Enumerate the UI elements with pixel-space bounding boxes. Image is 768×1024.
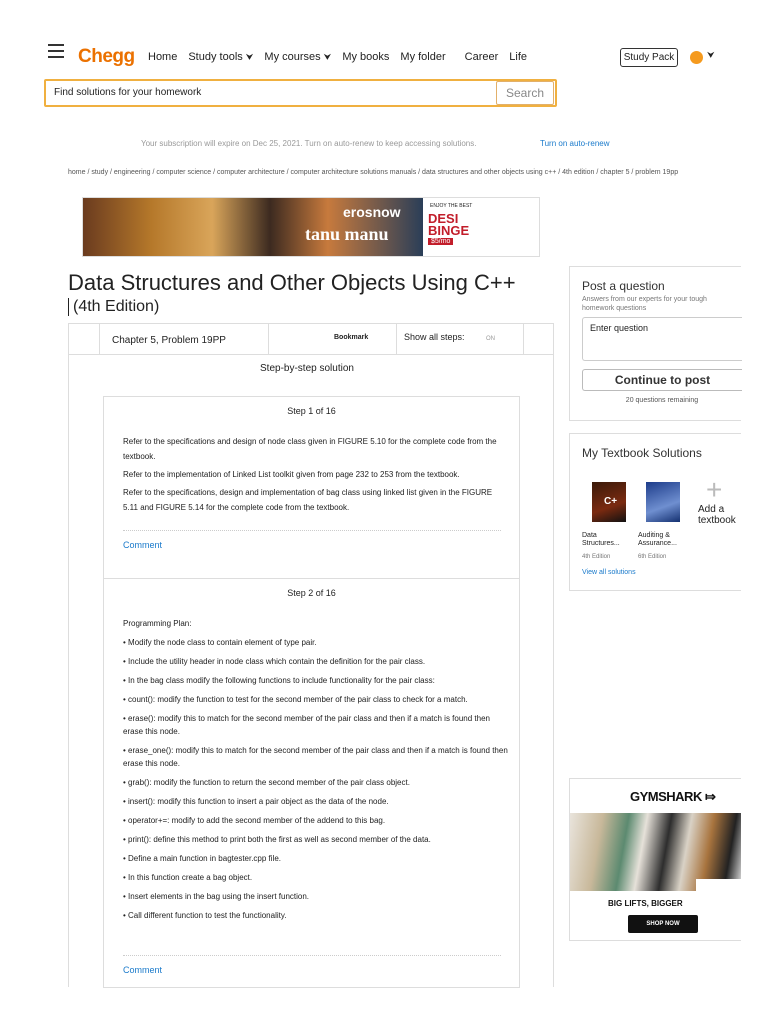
tab-divider — [523, 324, 524, 354]
step-list-item: • erase(): modify this to match for the second member of the pair class and then if a match is found then erase this node. — [123, 714, 490, 736]
page-title: Data Structures and Other Objects Using C++ — [68, 270, 516, 295]
book-title[interactable]: Data Structures... — [582, 532, 620, 547]
cpp-book-glyph: C+ — [604, 496, 618, 507]
nav-life[interactable]: Life — [509, 51, 528, 63]
comment-link[interactable]: Comment — [123, 540, 163, 550]
step-list-item: • Insert elements in the bag using the insert function. — [123, 892, 310, 901]
chegg-logo[interactable]: Chegg — [78, 46, 135, 67]
show-all-steps-toggle[interactable]: ON — [486, 336, 495, 342]
step-list-item: • insert(): modify this function to insert a pair object as the data of the node. — [123, 797, 389, 806]
nav-my-folder[interactable]: My folder — [400, 51, 446, 63]
search-input[interactable]: Find solutions for your homework — [54, 87, 202, 98]
auto-renew-link[interactable]: Turn on auto-renew — [540, 139, 610, 148]
ad-offer — [423, 198, 540, 257]
ad-brand: erosnow — [343, 204, 401, 220]
menu-icon[interactable] — [48, 44, 64, 58]
step-2-label: Step 2 of 16 — [287, 588, 336, 598]
step-list-item: • Define a main function in bagtester.cpp file. — [123, 854, 282, 863]
step-paragraph: Programming Plan: — [123, 619, 192, 628]
book-edition: 6th Edition — [638, 554, 667, 560]
step-paragraph: Refer to the specifications and design of node class given in FIGURE 5.10 for the complete code from the textbook. — [123, 437, 497, 461]
nav-home[interactable]: Home — [148, 51, 178, 63]
chevron-down-icon: ⮟ — [323, 52, 332, 62]
divider — [123, 955, 501, 956]
step-list-item: • operator+=: modify to add the second member of the addend to this bag. — [123, 816, 386, 825]
avatar[interactable] — [690, 51, 703, 64]
book-edition: 4th Edition — [582, 554, 611, 560]
tab-divider — [99, 324, 100, 354]
ad-desi-binge — [428, 213, 469, 237]
book-cover-data-structures[interactable] — [592, 482, 626, 522]
nav-career[interactable]: Career — [464, 51, 499, 63]
chapter-problem-label[interactable]: Chapter 5, Problem 19PP — [112, 335, 226, 346]
step-list-item: • Call different function to test the functionality. — [123, 911, 287, 920]
bookmark-button[interactable]: Bookmark — [334, 334, 369, 341]
nav-my-courses-label: My courses — [264, 51, 321, 63]
post-question-title: Post a question — [582, 279, 665, 293]
shark-icon: ⤇ — [704, 789, 716, 804]
step-1 — [103, 396, 520, 579]
view-all-solutions-link[interactable]: View all solutions — [582, 569, 636, 576]
comment-link[interactable]: Comment — [123, 965, 163, 975]
step-list-item: • In this function create a bag object. — [123, 873, 253, 882]
breadcrumb[interactable]: home / study / engineering / computer science / computer architecture / computer architecture solutions manuals / data structures and other objects using c++ / 4th edition / chapter 5 / problem 19pp — [68, 169, 679, 176]
nav-my-books[interactable]: My books — [342, 51, 390, 63]
plus-icon[interactable]: + — [706, 474, 723, 505]
nav-study-tools-label: Study tools — [188, 51, 243, 63]
step-list-item: • Include the utility header in node class which contain the definition for the pair class. — [123, 657, 426, 666]
ad-enjoy: ENJOY THE BEST — [430, 203, 473, 209]
step-paragraph: Refer to the implementation of Linked List toolkit given from page 232 to 253 from the textbook. — [123, 470, 460, 479]
step-1-label: Step 1 of 16 — [287, 406, 336, 416]
ad-desi: DESI — [428, 211, 459, 226]
step-paragraph: Refer to the specifications, design and implementation of bag class using linked list given in the FIGURE 5.11 and FIGURE 5.14 for the complete code from the textbook. — [123, 488, 493, 512]
ad-banner[interactable] — [82, 197, 540, 257]
study-pack-button[interactable]: Study Pack — [620, 48, 678, 67]
search-button[interactable]: Search — [496, 81, 554, 105]
ad-white-block — [696, 879, 741, 929]
divider — [123, 530, 501, 531]
step-list-item: • Modify the node class to contain element of type pair. — [123, 638, 317, 647]
book-title[interactable]: Auditing & Assurance... — [638, 532, 677, 547]
shop-now-button[interactable]: SHOP NOW — [628, 915, 698, 933]
textbook-solutions-title: My Textbook Solutions — [582, 446, 702, 460]
add-textbook-label[interactable]: Add a textbook — [698, 504, 736, 526]
gymshark-ad[interactable] — [569, 778, 741, 941]
step-list-item: • grab(): modify the function to return the second member of the pair class object. — [123, 778, 410, 787]
main-nav — [148, 51, 538, 63]
nav-my-courses[interactable] — [264, 51, 331, 63]
ad-tagline: BIG LIFTS, BIGGER — [608, 899, 683, 908]
tab-divider — [268, 324, 269, 354]
step-list-item: • In the bag class modify the following functions to include functionality for the pair class: — [123, 676, 435, 685]
show-all-steps-label: Show all steps: — [404, 332, 465, 342]
question-input[interactable]: Enter question — [582, 317, 742, 361]
ad-price: $5/mo — [428, 238, 453, 245]
nav-study-tools[interactable] — [188, 51, 253, 63]
ad-movie-title: tanu manu — [305, 224, 389, 244]
textbook-solutions-panel — [569, 433, 741, 591]
solution-heading: Step-by-step solution — [260, 363, 354, 374]
post-question-panel — [569, 266, 741, 421]
gymshark-logo — [630, 789, 715, 805]
step-2-body — [123, 617, 508, 928]
continue-to-post-button[interactable]: Continue to post — [582, 369, 742, 391]
post-question-subtitle: Answers from our experts for your tough homework questions — [582, 296, 707, 312]
step-1-body — [123, 434, 508, 518]
step-list-item: • erase_one(): modify this to match for the second member of the pair class and then if a match is found then erase this node. — [123, 746, 508, 768]
chevron-down-icon: ⮟ — [245, 52, 254, 62]
book-edition: (4th Edition) — [68, 298, 159, 316]
step-list-item: • print(): define this method to print both the first as well as second member of the data. — [123, 835, 431, 844]
gymshark-brand: GYMSHARK — [630, 789, 702, 804]
questions-remaining: 20 questions remaining — [625, 397, 699, 404]
tab-divider — [396, 324, 397, 354]
chevron-down-icon[interactable]: ⮟ — [707, 50, 715, 60]
step-2 — [103, 578, 520, 988]
subscription-notice: Your subscription will expire on Dec 25, 2021. Turn on auto-renew to keep accessing solutions. — [141, 139, 477, 148]
step-list-item: • count(): modify the function to test for the second member of the pair class to check for a match. — [123, 695, 468, 704]
ad-binge: BINGE — [428, 223, 470, 238]
book-cover-auditing[interactable] — [646, 482, 680, 522]
